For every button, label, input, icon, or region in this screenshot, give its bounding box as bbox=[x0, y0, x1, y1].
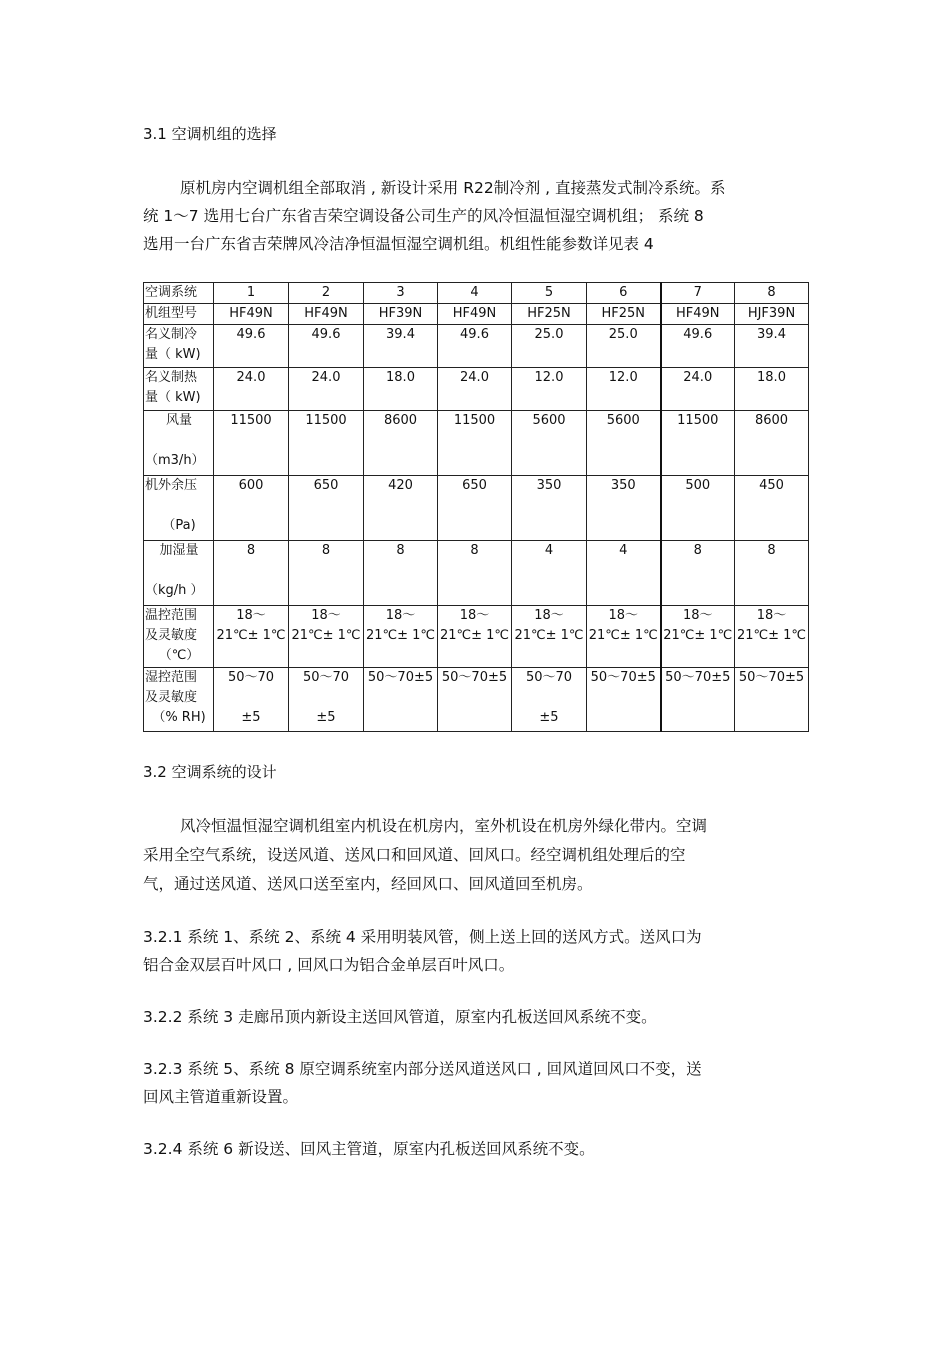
section-3-2-para-line-3: 气，通过送风道、送风口送至室内，经回风口、回风道回至机房。 bbox=[143, 875, 593, 893]
table-cell: 18～ 21℃± 1℃ bbox=[661, 606, 735, 668]
section-3-1-para-line-1: 原机房内空调机组全部取消 , 新设计采用 R22制冷剂 , 直接蒸发式制冷系统。系 bbox=[180, 179, 726, 197]
row-label bbox=[144, 476, 214, 541]
row-label-unit: （m3/h） bbox=[145, 453, 205, 468]
table-cell: 50～70±5 bbox=[364, 668, 438, 732]
section-3-2-3-line-2: 回风主管道重新设置。 bbox=[143, 1088, 299, 1106]
table-row-heating bbox=[144, 368, 809, 411]
table-cell: 25.0 bbox=[587, 325, 661, 368]
row-label-line: 机外余压 bbox=[145, 478, 198, 493]
section-3-2-para-line-1: 风冷恒温恒湿空调机组室内机设在机房内，室外机设在机房外绿化带内。空调 bbox=[180, 817, 708, 835]
row-label bbox=[144, 411, 214, 476]
table-row-humid bbox=[144, 668, 809, 732]
table-row-header bbox=[144, 283, 809, 304]
col-header: 4 bbox=[438, 283, 512, 304]
section-3-1-title: 3.1 空调机组的选择 bbox=[143, 125, 277, 143]
table-cell: 24.0 bbox=[214, 368, 289, 411]
table-cell: 24.0 bbox=[289, 368, 364, 411]
row-label-line: 名义制热 bbox=[145, 370, 198, 385]
table-cell: 8 bbox=[438, 541, 512, 606]
table-cell: HF25N bbox=[512, 304, 587, 325]
table-cell: 4 bbox=[587, 541, 661, 606]
col-header: 2 bbox=[289, 283, 364, 304]
row-label-line: （% RH) bbox=[152, 710, 206, 725]
table-cell: 18～ 21℃± 1℃ bbox=[587, 606, 661, 668]
row-label bbox=[144, 606, 214, 668]
row-label bbox=[144, 541, 214, 606]
row-label bbox=[144, 325, 214, 368]
row-label-line: 量（ kW) bbox=[145, 390, 201, 405]
table-cell: 8 bbox=[364, 541, 438, 606]
table-cell: 18～ 21℃± 1℃ bbox=[289, 606, 364, 668]
table-cell: 50～70±5 bbox=[661, 668, 735, 732]
table-cell: 39.4 bbox=[735, 325, 809, 368]
row-label: 机组型号 bbox=[144, 304, 214, 325]
col-header: 3 bbox=[364, 283, 438, 304]
section-3-2-3-line-1: 3.2.3 系统 5、系统 8 原空调系统室内部分送风道送风口 , 回风道回风口不变，送 bbox=[143, 1060, 702, 1078]
table-cell: 11500 bbox=[661, 411, 735, 476]
table-cell: 12.0 bbox=[512, 368, 587, 411]
table-cell: 39.4 bbox=[364, 325, 438, 368]
table-cell: 8 bbox=[735, 541, 809, 606]
section-3-2-para-line-2: 采用全空气系统，设送风道、送风口和回风道、回风口。经空调机组处理后的空 bbox=[143, 846, 686, 864]
section-3-2-1-line-1: 3.2.1 系统 1、系统 2、系统 4 采用明装风管，侧上送上回的送风方式。送风口为 bbox=[143, 928, 702, 946]
section-3-2-title: 3.2 空调系统的设计 bbox=[143, 763, 277, 781]
table-cell: 49.6 bbox=[438, 325, 512, 368]
row-label-line: 名义制冷 bbox=[145, 327, 198, 342]
row-label-unit: （Pa) bbox=[162, 518, 196, 533]
section-3-1-para-line-2: 统 1～7 选用七台广东省吉荣空调设备公司生产的风冷恒温恒湿空调机组； 系统 8 bbox=[143, 207, 704, 225]
table-cell: 18～ 21℃± 1℃ bbox=[438, 606, 512, 668]
table-cell: 8 bbox=[214, 541, 289, 606]
section-3-2-1-line-2: 铝合金双层百叶风口 , 回风口为铝合金单层百叶风口。 bbox=[143, 956, 515, 974]
table-cell: 18～ 21℃± 1℃ bbox=[214, 606, 289, 668]
table-cell: 24.0 bbox=[438, 368, 512, 411]
table-cell: 8600 bbox=[364, 411, 438, 476]
col-header: 5 bbox=[512, 283, 587, 304]
table-cell: 5600 bbox=[512, 411, 587, 476]
table-cell: 11500 bbox=[289, 411, 364, 476]
section-3-1-para-line-3: 选用一台广东省吉荣牌风冷洁净恒温恒湿空调机组。机组性能参数详见表 4 bbox=[143, 235, 654, 253]
table-cell: 49.6 bbox=[214, 325, 289, 368]
row-label bbox=[144, 368, 214, 411]
table-cell: 50～70±5 bbox=[438, 668, 512, 732]
col-header: 8 bbox=[735, 283, 809, 304]
col-header: 7 bbox=[661, 283, 735, 304]
table-cell: HF49N bbox=[661, 304, 735, 325]
row-label-line: 加湿量 bbox=[159, 543, 199, 558]
table-cell: 4 bbox=[512, 541, 587, 606]
table-cell: 11500 bbox=[214, 411, 289, 476]
table-cell: 11500 bbox=[438, 411, 512, 476]
row-label-unit: （kg/h ） bbox=[145, 583, 204, 598]
table-cell: 8 bbox=[289, 541, 364, 606]
table-cell: 18～ 21℃± 1℃ bbox=[364, 606, 438, 668]
table-cell: 50～70±5 bbox=[735, 668, 809, 732]
table-cell: HF25N bbox=[587, 304, 661, 325]
table-cell: 50～70 ±5 bbox=[289, 668, 364, 732]
table-cell: 450 bbox=[735, 476, 809, 541]
table-cell: 350 bbox=[587, 476, 661, 541]
table-cell: HF49N bbox=[438, 304, 512, 325]
table-cell: 50～70 ±5 bbox=[512, 668, 587, 732]
table-cell: 49.6 bbox=[661, 325, 735, 368]
row-label: 空调系统 bbox=[144, 283, 214, 304]
table-cell: 18.0 bbox=[735, 368, 809, 411]
col-header: 6 bbox=[587, 283, 661, 304]
table-cell: HF49N bbox=[289, 304, 364, 325]
table-cell: HF39N bbox=[364, 304, 438, 325]
table-row-model bbox=[144, 304, 809, 325]
table-cell: HJF39N bbox=[735, 304, 809, 325]
table-cell: HF49N bbox=[214, 304, 289, 325]
table-cell: 350 bbox=[512, 476, 587, 541]
table-row-humidify bbox=[144, 541, 809, 606]
row-label-line: 量（ kW) bbox=[145, 347, 201, 362]
table-cell: 8 bbox=[661, 541, 735, 606]
table-row-temp bbox=[144, 606, 809, 668]
table-cell: 650 bbox=[438, 476, 512, 541]
row-label-line: 及灵敏度 bbox=[145, 690, 198, 705]
col-header: 1 bbox=[214, 283, 289, 304]
row-label-line: 湿控范围 bbox=[145, 670, 198, 685]
table-cell: 18.0 bbox=[364, 368, 438, 411]
table-cell: 650 bbox=[289, 476, 364, 541]
table-row-pressure bbox=[144, 476, 809, 541]
table-cell: 12.0 bbox=[587, 368, 661, 411]
row-label-line: 温控范围 bbox=[145, 608, 198, 623]
table-row-cooling bbox=[144, 325, 809, 368]
table-cell: 18～ 21℃± 1℃ bbox=[735, 606, 809, 668]
table-cell: 600 bbox=[214, 476, 289, 541]
table-cell: 8600 bbox=[735, 411, 809, 476]
table-cell: 50～70 ±5 bbox=[214, 668, 289, 732]
table-cell: 24.0 bbox=[661, 368, 735, 411]
table-cell: 500 bbox=[661, 476, 735, 541]
row-label-line: 及灵敏度 bbox=[145, 628, 198, 643]
row-label-line: （℃） bbox=[158, 648, 200, 663]
section-3-2-2: 3.2.2 系统 3 走廊吊顶内新设主送回风管道，原室内孔板送回风系统不变。 bbox=[143, 1008, 657, 1026]
row-label bbox=[144, 668, 214, 732]
row-label-line: 风量 bbox=[165, 413, 192, 428]
section-3-2-4: 3.2.4 系统 6 新设送、回风主管道，原室内孔板送回风系统不变。 bbox=[143, 1140, 595, 1158]
unit-spec-table bbox=[143, 282, 809, 732]
table-cell: 5600 bbox=[587, 411, 661, 476]
table-cell: 18～ 21℃± 1℃ bbox=[512, 606, 587, 668]
table-cell: 50～70±5 bbox=[587, 668, 661, 732]
table-cell: 25.0 bbox=[512, 325, 587, 368]
table-cell: 420 bbox=[364, 476, 438, 541]
table-row-airflow bbox=[144, 411, 809, 476]
table-cell: 49.6 bbox=[289, 325, 364, 368]
